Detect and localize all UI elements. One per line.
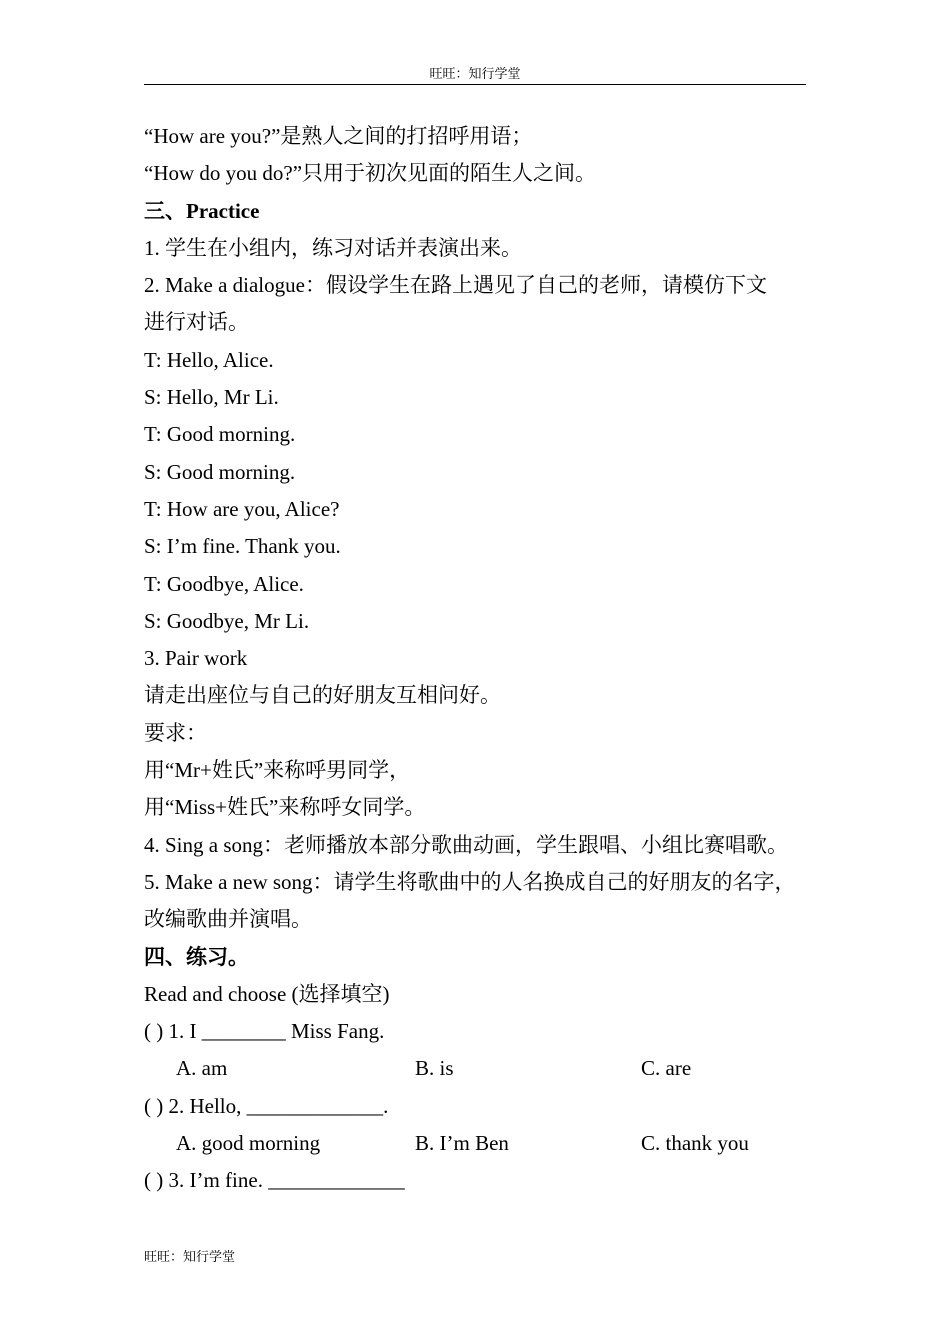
practice-item-5: 5. Make a new song：请学生将歌曲中的人名换成自己的好朋友的名字， <box>144 869 796 894</box>
dialogue-line: S: Good morning. <box>144 459 296 484</box>
section-heading-exercise: 四、练习。 <box>144 944 249 969</box>
dialogue-line: T: Goodbye, Alice. <box>144 571 304 596</box>
option-b: B. is <box>415 1056 454 1081</box>
option-a: A. am <box>176 1056 228 1081</box>
dialogue-line: T: How are you, Alice? <box>144 496 340 521</box>
section-heading-practice: 三、Practice <box>144 198 260 223</box>
requirements-label: 要求： <box>144 720 207 745</box>
question-2-options <box>144 1125 824 1162</box>
note-how-are-you: “How are you?”是熟人之间的打招呼用语； <box>144 124 533 148</box>
practice-item-2: 2. Make a dialogue：假设学生在路上遇见了自己的老师，请模仿下文 <box>144 273 767 298</box>
practice-item-3: 3. Pair work <box>144 646 248 671</box>
dialogue-line: S: Hello, Mr Li. <box>144 385 279 410</box>
requirement-miss: 用“Miss+姓氏”来称呼女同学。 <box>144 795 426 820</box>
practice-item-1: 1. 学生在小组内，练习对话并表演出来。 <box>144 235 522 260</box>
note-how-do-you-do: “How do you do?”只用于初次见面的陌生人之间。 <box>144 161 597 186</box>
dialogue-line: T: Hello, Alice. <box>144 347 274 372</box>
header-text: 旺旺：知行学堂 <box>429 66 521 81</box>
page-footer <box>144 1248 235 1266</box>
option-c: C. thank you <box>641 1131 749 1156</box>
dialogue-line: S: Goodbye, Mr Li. <box>144 608 310 633</box>
dialogue-line: S: I’m fine. Thank you. <box>144 534 341 559</box>
document-body <box>144 118 824 1200</box>
footer-text: 旺旺：知行学堂 <box>144 1249 236 1264</box>
practice-item-2-cont: 进行对话。 <box>144 310 249 335</box>
page-header <box>144 64 806 85</box>
option-b: B. I’m Ben <box>415 1131 509 1156</box>
practice-item-4: 4. Sing a song：老师播放本部分歌曲动画，学生跟唱、小组比赛唱歌。 <box>144 832 789 857</box>
requirement-mr: 用“Mr+姓氏”来称呼男同学， <box>144 758 411 783</box>
question-2: ( ) 2. Hello, _____________. <box>144 1093 389 1118</box>
exercise-instruction: Read and choose (选择填空) <box>144 981 390 1006</box>
question-3: ( ) 3. I’m fine. _____________ <box>144 1168 405 1193</box>
option-c: C. are <box>641 1056 692 1081</box>
option-a: A. good morning <box>176 1131 321 1156</box>
question-1: ( ) 1. I ________ Miss Fang. <box>144 1019 385 1044</box>
pair-work-instruction: 请走出座位与自己的好朋友互相问好。 <box>144 683 501 708</box>
question-1-options <box>144 1050 824 1087</box>
dialogue-line: T: Good morning. <box>144 422 296 447</box>
practice-item-5-cont: 改编歌曲并演唱。 <box>144 907 312 932</box>
